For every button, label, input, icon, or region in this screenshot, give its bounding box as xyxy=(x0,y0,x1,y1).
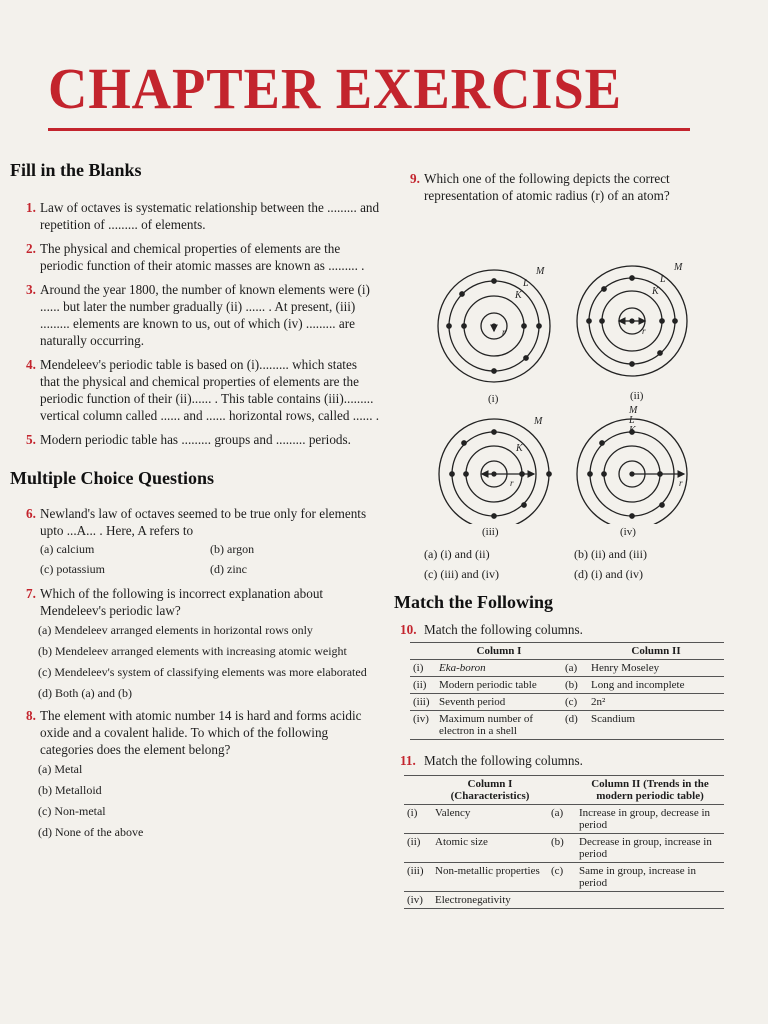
question-1 xyxy=(10,199,380,233)
atom-diagram-iii xyxy=(439,416,551,524)
question-9-options xyxy=(394,544,724,584)
question-text: Match the following columns. xyxy=(424,622,583,637)
table-row xyxy=(410,711,724,740)
label-K: K xyxy=(516,443,523,454)
right-column xyxy=(394,170,724,909)
question-number: 6 . xyxy=(26,505,36,522)
row-index: (i) xyxy=(407,807,418,819)
question-8-options xyxy=(10,762,380,840)
question-7-options xyxy=(10,623,380,701)
question-text: Which of the following is incorrect explanation about Mendeleev's periodic law? xyxy=(40,586,324,618)
column-header: Column I xyxy=(476,645,522,657)
option[interactable]: (b) (ii) and (iii) xyxy=(574,547,647,561)
column-1-cell: Modern periodic table xyxy=(439,679,537,691)
column-header: Column II xyxy=(631,645,681,657)
table-row xyxy=(404,805,724,834)
option[interactable]: (a) (i) and (ii) xyxy=(424,547,490,561)
question-6 xyxy=(10,505,380,539)
page-title: CHAPTER EXERCISE xyxy=(48,56,622,121)
question-number: 9 . xyxy=(410,170,420,187)
column-2-cell xyxy=(576,892,724,909)
option[interactable]: (d) None of the above xyxy=(38,825,144,839)
row-index: (iv) xyxy=(413,713,429,725)
question-number: 10 . xyxy=(400,621,416,638)
question-number: 1 . xyxy=(26,199,36,216)
table-row xyxy=(410,694,724,711)
row-letter: (a) xyxy=(565,662,578,674)
question-3 xyxy=(10,281,380,349)
column-header: Column II (Trends in the modern periodic table) xyxy=(591,778,709,802)
question-4 xyxy=(10,356,380,424)
question-number: 5 . xyxy=(26,431,36,448)
table-row xyxy=(410,677,724,694)
question-9 xyxy=(394,170,724,204)
row-letter xyxy=(548,892,576,909)
question-5 xyxy=(10,431,380,448)
column-1-cell: Non-metallic properties xyxy=(435,865,540,877)
label-M: M xyxy=(534,416,543,427)
option[interactable]: (c) Mendeleev's system of classifying elements was more elaborated xyxy=(38,665,367,679)
question-number: 4 . xyxy=(26,356,36,373)
atomic-radius-diagrams xyxy=(394,204,724,538)
option[interactable]: (d) Both (a) and (b) xyxy=(38,686,132,700)
label-r: r xyxy=(642,326,646,336)
question-number: 2 . xyxy=(26,240,36,257)
option[interactable]: (d) (i) and (iv) xyxy=(574,567,643,581)
row-letter: (d) xyxy=(565,713,578,725)
label-K: K xyxy=(515,290,522,301)
column-2-cell: Increase in group, decrease in period xyxy=(579,807,711,831)
question-7 xyxy=(10,585,380,619)
question-text: Around the year 1800, the number of known elements were (i) ...... but later the number gradually (ii) ...... . At present, (iii) ......... elements are known to us, out of which (iv) ......... are naturally occurring. xyxy=(40,282,370,348)
left-column xyxy=(10,160,380,846)
option[interactable]: (b) argon xyxy=(210,542,255,556)
label-L: L xyxy=(660,274,666,285)
question-number: 11 . xyxy=(400,752,416,769)
label-M: M xyxy=(536,266,545,277)
row-index: (iv) xyxy=(407,894,423,906)
question-number: 7 . xyxy=(26,585,36,602)
option[interactable]: (a) Metal xyxy=(38,762,83,776)
table-row xyxy=(404,863,724,892)
question-2 xyxy=(10,240,380,274)
question-8 xyxy=(10,707,380,758)
label-r: r xyxy=(679,478,683,488)
option[interactable]: (c) (iii) and (iv) xyxy=(424,567,499,581)
label-M: M xyxy=(629,405,638,416)
row-index: (iii) xyxy=(407,865,424,877)
column-2-cell: Scandium xyxy=(591,713,635,725)
label-L: L xyxy=(629,415,635,426)
column-1-cell: Electronegativity xyxy=(435,894,511,906)
column-2-cell: Henry Moseley xyxy=(591,662,660,674)
atom-diagrams-svg xyxy=(394,204,724,524)
column-1-cell: Eka-boron xyxy=(439,662,486,674)
label-M: M xyxy=(674,262,683,273)
column-1-cell: Maximum number of electron in a shell xyxy=(439,713,534,737)
table-row xyxy=(404,892,724,909)
option[interactable]: (a) Mendeleev arranged elements in horizontal rows only xyxy=(38,623,313,637)
label-K: K xyxy=(629,425,636,436)
column-2-cell: 2n² xyxy=(591,696,606,708)
option[interactable]: (d) zinc xyxy=(210,562,247,576)
row-index: (ii) xyxy=(413,679,427,691)
question-text: Mendeleev's periodic table is based on (i)......... which states that the physical and chemical properties of elements are the periodic function of their (ii)...... . This table contains (iii)......... vertical column called ...... and ...... horizontal rows, called ...... . xyxy=(40,357,380,423)
label-r: r xyxy=(502,327,506,337)
question-text: The physical and chemical properties of elements are the periodic function of their atomic masses are known as ......... . xyxy=(40,241,365,273)
row-letter: (c) xyxy=(565,696,578,708)
table-row xyxy=(404,834,724,863)
question-text: Match the following columns. xyxy=(424,753,583,768)
mcq-heading: Multiple Choice Questions xyxy=(10,468,215,488)
option[interactable]: (c) Non-metal xyxy=(38,804,106,818)
diagram-label-iii: (iii) xyxy=(482,526,499,538)
atom-diagram-iv xyxy=(577,405,687,524)
column-2-cell: Same in group, increase in period xyxy=(579,865,696,889)
question-6-options xyxy=(10,539,380,579)
label-L: L xyxy=(523,278,529,289)
row-letter: (a) xyxy=(551,807,564,819)
label-K: K xyxy=(652,286,659,297)
row-letter: (c) xyxy=(551,865,564,877)
match-heading: Match the Following xyxy=(394,592,553,612)
column-1-cell: Valency xyxy=(435,807,471,819)
question-11 xyxy=(394,752,724,769)
question-text: Which one of the following depicts the correct representation of atomic radius (r) of an atom? xyxy=(424,171,670,203)
label-r: r xyxy=(510,478,514,488)
table-row xyxy=(410,660,724,677)
option[interactable]: (b) Metalloid xyxy=(38,783,102,797)
atom-diagram-i xyxy=(438,266,550,405)
title-rule xyxy=(48,128,690,131)
column-header: Column I (Characteristics) xyxy=(450,778,530,802)
option[interactable]: (c) potassium xyxy=(40,562,105,576)
option[interactable]: (a) calcium xyxy=(40,542,95,556)
row-letter: (b) xyxy=(565,679,578,691)
match-table-10 xyxy=(394,642,724,740)
fill-blanks-heading: Fill in the Blanks xyxy=(10,160,142,180)
option[interactable]: (b) Mendeleev arranged elements with increasing atomic weight xyxy=(38,644,347,658)
diagram-label-i: (i) xyxy=(488,393,499,405)
question-text: Law of octaves is systematic relationship between the ......... and repetition of ......... of elements. xyxy=(40,200,380,232)
column-2-cell: Long and incomplete xyxy=(591,679,685,691)
question-text: Newland's law of octaves seemed to be true only for elements upto ...A... . Here, A refers to xyxy=(40,506,367,538)
question-10 xyxy=(394,621,724,638)
question-text: The element with atomic number 14 is hard and forms acidic oxide and a covalent halide. To which of the following categories does the element belong? xyxy=(40,708,362,757)
row-index: (i) xyxy=(413,662,424,674)
row-index: (ii) xyxy=(407,836,421,848)
atom-diagram-ii xyxy=(577,262,687,402)
row-letter: (b) xyxy=(551,836,564,848)
column-2-cell: Decrease in group, increase in period xyxy=(579,836,712,860)
row-index: (iii) xyxy=(413,696,430,708)
question-number: 3 . xyxy=(26,281,36,298)
question-number: 8 . xyxy=(26,707,36,724)
question-text: Modern periodic table has ......... groups and ......... periods. xyxy=(40,432,351,447)
diagram-label-iv: (iv) xyxy=(620,526,636,538)
column-1-cell: Atomic size xyxy=(435,836,488,848)
table-header-row xyxy=(404,776,724,805)
table-header-row xyxy=(410,643,724,660)
column-1-cell: Seventh period xyxy=(439,696,506,708)
diagram-label-ii: (ii) xyxy=(630,390,644,402)
match-table-11 xyxy=(394,775,724,909)
